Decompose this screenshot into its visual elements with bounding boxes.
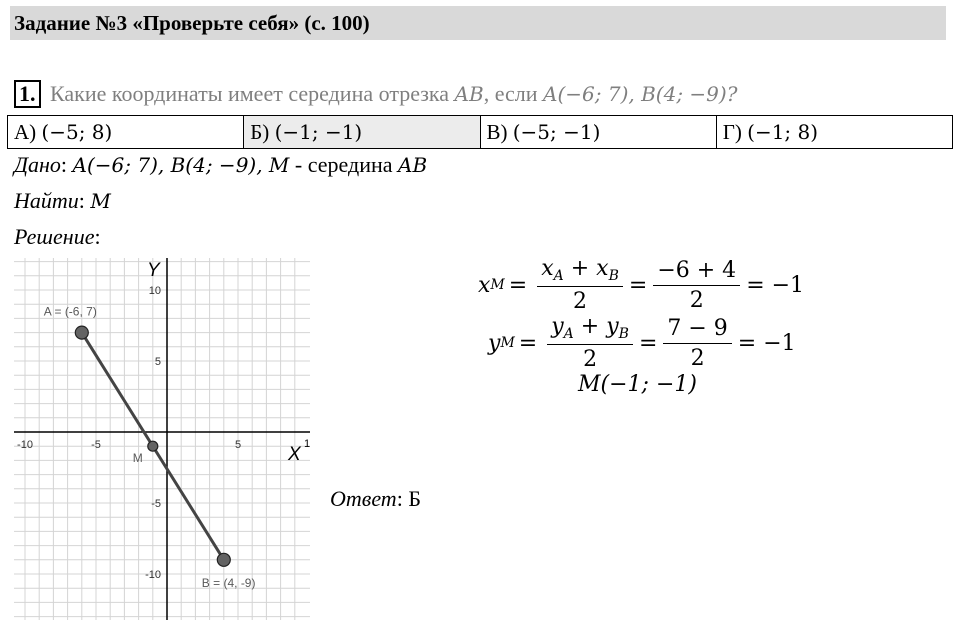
point-m xyxy=(148,441,158,451)
option-c-label: В) xyxy=(486,119,508,144)
option-d-label: Г) xyxy=(722,119,742,144)
answer-label: Ответ xyxy=(330,486,397,511)
answer-line: Ответ: Б xyxy=(330,486,421,511)
y-lhs: y xyxy=(488,330,501,356)
y-frac-2: $\frac{7 - 9}{2}$ xyxy=(663,316,731,371)
question-segment: AB xyxy=(454,82,484,106)
x-lhs-sub: M xyxy=(490,277,505,293)
given-seg: AB xyxy=(398,153,428,177)
task-header: Задание №3 «Проверьте себя» (с. 100) xyxy=(10,6,946,40)
question-points: A(−6; 7), B(4; −9)? xyxy=(543,82,738,106)
given-math: A(−6; 7), B(4; −9), M xyxy=(72,153,290,177)
y-frac-1: $\frac{y_A + y_B}{2}$ xyxy=(547,314,633,372)
y-tick-label: -5 xyxy=(151,498,161,510)
option-c-value: (−5; −1) xyxy=(512,119,601,144)
x-frac-2: $\frac{-6 + 4}{2}$ xyxy=(653,258,740,313)
question-if: , если xyxy=(483,81,538,106)
result-point: M(−1; −1) xyxy=(578,372,697,397)
option-c[interactable] xyxy=(480,116,716,149)
option-a-label: А) xyxy=(14,119,37,144)
point-b xyxy=(217,553,230,566)
answer-value: Б xyxy=(408,486,421,511)
y-axis-label: Y xyxy=(147,260,160,281)
formulas xyxy=(478,256,804,397)
option-b-label: Б) xyxy=(250,119,270,144)
solution-line: Решение: xyxy=(14,224,101,249)
option-b[interactable] xyxy=(244,116,480,149)
formula-y: y M = $\frac{y_A + y_B}{2}$ = $\frac{7 - 9}{2}$ = −1 xyxy=(488,314,796,372)
point-b-label: B = (4, -9) xyxy=(201,575,256,590)
formula-x: x M = $\frac{x_A + x_B}{2}$ = $\frac{-6 + 4}{2}$ = −1 xyxy=(478,256,805,314)
x-tick-label: -10 xyxy=(17,439,33,451)
solution-label: Решение xyxy=(14,224,95,249)
x-tick-label: -5 xyxy=(91,439,101,451)
question-text: Какие координаты имеет середина отрезка xyxy=(50,81,450,106)
y-result: = −1 xyxy=(737,330,796,356)
option-a-value: (−5; 8) xyxy=(41,119,113,144)
x-axis-tail: 1 xyxy=(304,438,311,450)
question-number: 1. xyxy=(14,80,41,108)
given-line: Дано: A(−6; 7), B(4; −9), M - середина AB xyxy=(14,152,428,177)
given-label: Дано xyxy=(14,152,61,177)
y-lhs-sub: M xyxy=(500,335,515,351)
x-frac-1: $\frac{x_A + x_B}{2}$ xyxy=(537,256,623,314)
y-tick-label: 10 xyxy=(148,285,161,297)
x-axis-label: X xyxy=(288,444,301,465)
y-tick-label: 5 xyxy=(154,356,161,368)
find-math: M xyxy=(90,189,111,213)
x-lhs: x xyxy=(478,272,491,298)
option-b-value: (−1; −1) xyxy=(274,119,363,144)
answer-options xyxy=(7,115,953,149)
find-label: Найти xyxy=(14,188,79,213)
option-a[interactable] xyxy=(8,116,244,149)
graph-tick-labels xyxy=(17,285,241,581)
y-tick-label: -10 xyxy=(145,569,161,581)
option-d[interactable] xyxy=(716,116,952,149)
question xyxy=(14,80,737,108)
point-a-label: A = (-6, 7) xyxy=(43,304,97,319)
option-d-value: (−1; 8) xyxy=(747,119,819,144)
x-result: = −1 xyxy=(746,272,805,298)
x-tick-label: 5 xyxy=(234,439,242,451)
coordinate-graph xyxy=(14,254,314,620)
point-a xyxy=(75,326,88,339)
point-m-label: M xyxy=(132,451,143,466)
find-line: Найти: M xyxy=(14,188,111,213)
given-text: - середина xyxy=(289,152,399,177)
